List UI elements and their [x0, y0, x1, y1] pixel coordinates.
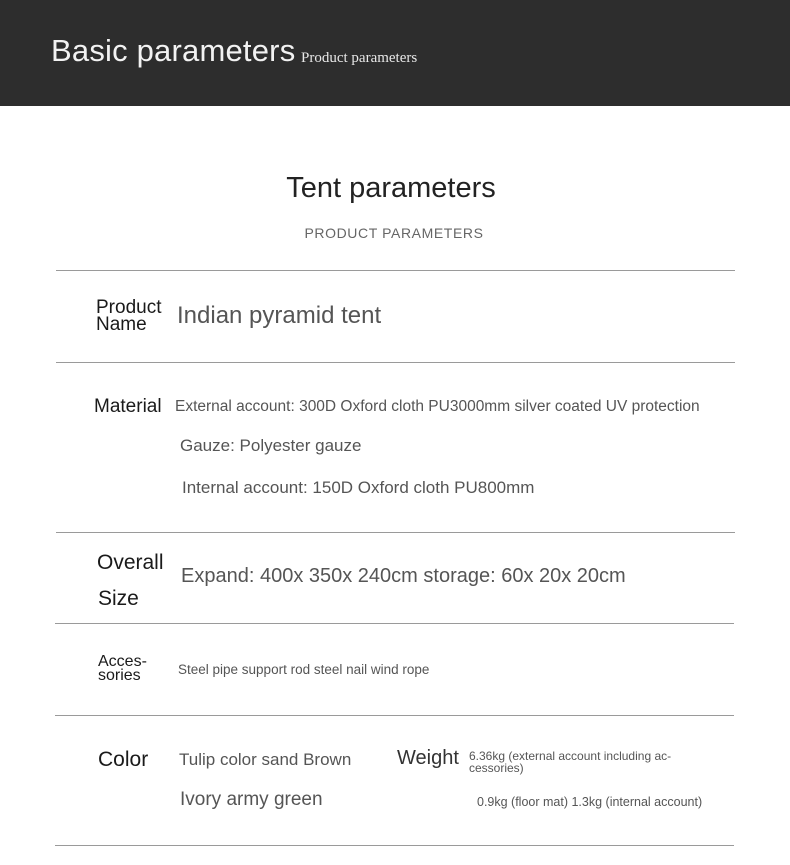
- header-subtitle: Product parameters: [301, 50, 418, 66]
- header-banner: [0, 0, 790, 106]
- section-subtitle: PRODUCT PARAMETERS: [304, 225, 484, 241]
- row-divider: [55, 845, 734, 846]
- weight-value-line1: 6.36kg (external account including ac-: [469, 749, 672, 763]
- product-name-value: Indian pyramid tent: [177, 302, 382, 329]
- material-label: Material: [94, 396, 162, 417]
- product-name-label-line2: Name: [96, 314, 147, 335]
- overall-size-label-line2: Size: [98, 587, 139, 610]
- row-divider: [56, 270, 735, 271]
- row-divider: [55, 623, 734, 624]
- row-divider: [55, 715, 734, 716]
- accessories-label-line2: sories: [98, 667, 141, 684]
- row-divider: [56, 362, 735, 363]
- overall-size-label-line1: Overall: [97, 551, 164, 574]
- overall-size-value: Expand: 400x 350x 240cm storage: 60x 20x 20cm: [181, 565, 626, 587]
- section-title: Tent parameters: [286, 172, 496, 204]
- material-line-external: External account: 300D Oxford cloth PU3000mm silver coated UV protection: [175, 398, 700, 415]
- row-divider: [56, 532, 735, 533]
- weight-value-line2: cessories): [469, 761, 524, 775]
- color-value-2: Ivory army green: [180, 789, 323, 810]
- weight-value-line3: 0.9kg (floor mat) 1.3kg (internal account): [477, 795, 703, 809]
- color-value-1: Tulip color sand Brown: [179, 750, 352, 769]
- product-name-label-line1: Product: [96, 297, 162, 318]
- color-label: Color: [98, 748, 149, 771]
- material-line-gauze: Gauze: Polyester gauze: [180, 436, 362, 455]
- accessories-label-line1: Acces-: [98, 653, 147, 670]
- accessories-value: Steel pipe support rod steel nail wind rope: [178, 662, 430, 677]
- material-line-internal: Internal account: 150D Oxford cloth PU800mm: [182, 478, 535, 497]
- weight-label: Weight: [397, 747, 459, 769]
- header-title: Basic parameters: [51, 33, 296, 68]
